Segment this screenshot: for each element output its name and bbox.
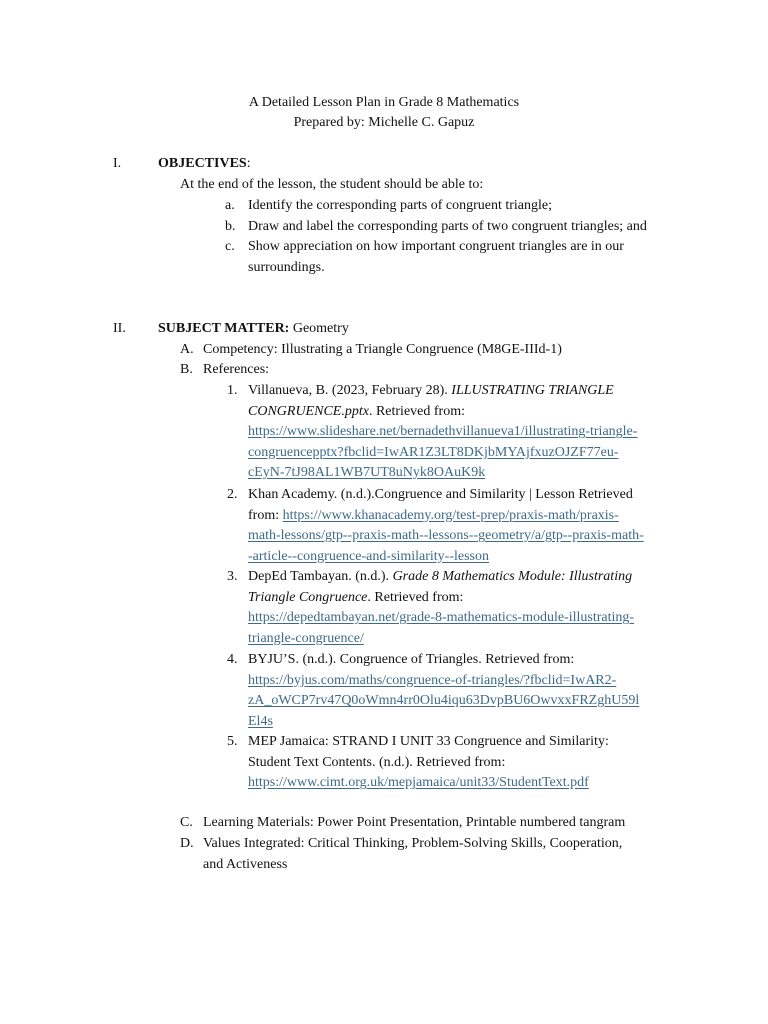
reference-entry [248, 485, 688, 567]
reference-text: DepEd Tambayan. (n.d.). [248, 569, 393, 584]
subject-matter-value: Geometry [289, 321, 349, 336]
reference-entry [248, 650, 688, 732]
reference-title: ILLUSTRATING TRIANGLE [451, 383, 614, 398]
reference-text: Khan Academy. (n.d.).Congruence and Similarity | Lesson Retrieved [248, 487, 633, 502]
competency-letter: A. [180, 342, 194, 357]
reference-title: Grade 8 Mathematics Module: Illustrating [392, 569, 633, 584]
reference-entry [248, 732, 688, 794]
reference-text: Student Text Contents. (n.d.). Retrieved from: [248, 754, 506, 770]
values-letter: D. [180, 836, 194, 851]
reference-link[interactable]: El4s [248, 713, 273, 729]
values-text-continued: and Activeness [203, 857, 288, 872]
reference-number: 1. [227, 383, 238, 398]
learning-materials-letter: C. [180, 815, 193, 830]
objective-letter: b. [225, 219, 236, 234]
references-letter: B. [180, 362, 193, 377]
reference-link[interactable]: congruencepptx?fbclid=IwAR1Z3LT8DKjbMYAjfxuzOJZF77eu- [248, 444, 619, 460]
values-text: Values Integrated: Critical Thinking, Problem-Solving Skills, Cooperation, [203, 836, 623, 851]
reference-title: Triangle Congruence [248, 589, 368, 605]
reference-entry [248, 567, 688, 649]
objective-letter: a. [225, 198, 235, 213]
subject-matter-label: SUBJECT MATTER: [158, 321, 290, 336]
objective-item-continued: surroundings. [248, 260, 325, 275]
reference-link[interactable]: https://byjus.com/maths/congruence-of-triangles/?fbclid=IwAR2- [248, 672, 617, 688]
section-numeral-subject: II. [113, 321, 126, 336]
reference-link[interactable]: -article--congruence-and-similarity--lesson [248, 548, 490, 564]
objective-item: Show appreciation on how important congruent triangles are in our [248, 239, 624, 254]
prepared-by: Prepared by: Michelle C. Gapuz [293, 115, 475, 130]
reference-link[interactable]: cEyN-7tJ98AL1WB7UT8uNyk8OAuK9k [248, 465, 486, 480]
reference-text: MEP Jamaica: STRAND I UNIT 33 Congruence and Similarity: [248, 734, 609, 749]
document-title: A Detailed Lesson Plan in Grade 8 Mathematics [248, 95, 520, 110]
reference-number: 3. [227, 569, 238, 584]
reference-number: 5. [227, 734, 238, 749]
objectives-heading-colon: : [246, 156, 251, 171]
reference-link[interactable]: math-lessons/gtp--praxis-math--lessons--geometry/a/gtp--praxis-math- [248, 528, 644, 543]
reference-link[interactable]: zA_oWCP7rv47Q0oWmn4rr0Olu4iqu63DvpBU6OwvxxFRZghU59l [248, 693, 640, 708]
reference-link[interactable]: https://www.cimt.org.uk/mepjamaica/unit33/StudentText.pdf [248, 775, 589, 790]
reference-link[interactable]: triangle-congruence/ [248, 630, 364, 646]
learning-materials-text: Learning Materials: Power Point Presentation, Printable numbered tangram [203, 815, 626, 830]
competency-text: Competency: Illustrating a Triangle Congruence (M8GE-IIId-1) [203, 342, 562, 357]
objective-item: Identify the corresponding parts of congruent triangle; [248, 198, 553, 213]
reference-text: from: [248, 507, 283, 523]
objectives-heading [158, 154, 251, 175]
objective-item: Draw and label the corresponding parts of two congruent triangles; and [248, 219, 647, 234]
references-label: References: [203, 362, 270, 377]
reference-number: 4. [227, 652, 238, 667]
reference-link[interactable]: https://www.slideshare.net/bernadethvillanueva1/illustrating-triangle- [248, 424, 638, 439]
subject-matter-heading [158, 319, 349, 340]
reference-text: Villanueva, B. (2023, February 28). [248, 383, 452, 398]
reference-link[interactable]: https://depedtambayan.net/grade-8-mathematics-module-illustrating- [248, 610, 635, 625]
section-numeral-objectives: I. [113, 156, 122, 171]
reference-link[interactable]: https://www.khanacademy.org/test-prep/praxis-math/praxis- [282, 507, 619, 523]
reference-text: . Retrieved from: [368, 403, 465, 419]
reference-entry [248, 381, 688, 484]
reference-title: CONGRUENCE.pptx [248, 403, 369, 419]
objective-letter: c. [225, 239, 235, 254]
reference-text: . Retrieved from: [367, 589, 464, 605]
reference-number: 2. [227, 487, 238, 502]
objectives-heading-label: OBJECTIVES [158, 156, 247, 171]
objectives-intro: At the end of the lesson, the student should be able to: [180, 177, 484, 192]
reference-text: BYJU’S. (n.d.). Congruence of Triangles. Retrieved from: [248, 652, 575, 667]
